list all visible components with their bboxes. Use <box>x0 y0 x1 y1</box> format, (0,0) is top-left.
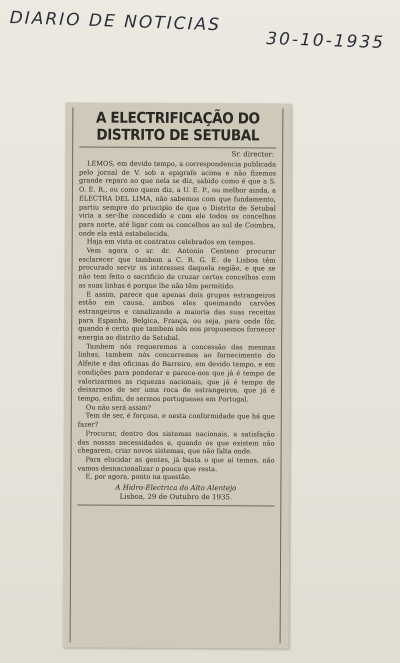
handwritten-date: 30-10-1935 <box>265 28 386 54</box>
paragraph: Procurar, dentro dos sistemas nacionais, a satisfação das nossas necessidades e, quando os que existem não chegarem, criar novos sistemas, que não falta onde. <box>77 429 275 456</box>
paragraph: E assim, parece que apenas dois grupos estrangeiros estão em causa, ambos eles queimando carvões estrangeiros e canalizando a maioria das suas receitas para Espanha, Belgica, França, ou seja, para onde fôr, quando é certo que tambem nós nos propusemos fornecer energia ao distrito de Setubal. <box>78 290 276 343</box>
article-headline: A ELECTRIFICAÇÃO DO DISTRITO DE SETUBAL <box>95 108 260 145</box>
article-column <box>70 107 284 643</box>
salutation: Sr. director: <box>231 150 275 159</box>
handwritten-annotation <box>9 8 394 61</box>
paragraph: Para elucidar as gentes, já basta o que aí temos, não vamos desnacionalizar o pouco que resta. <box>77 455 275 473</box>
headline-rule <box>79 146 276 148</box>
newspaper-name: DIARIO DE NOTICIAS <box>9 8 222 36</box>
paragraph: LEMOS, em devido tempo, a correspondencia publicada pelo jornal de V. sob a epigrafe acima e não fizemos grande reparo ao que nela se diz, sabido como é que a S. O. E. R., ou como quem diz, a U. E. P., ou melhor ainda, a ELECTRA DEL LIMA, não sabemos com que fundamento, partiu sempre do principio de que o Distrito de Setubal viria a ser-lhe concedido e com ele todos os concelhos para norte, até ligar com os concelhos ao sul de Coimbra, onde ela está estabelecida. <box>78 159 277 238</box>
paragraph: Vem agora o sr. dr. Antonio Centeno procurar esclarecer que tambem a C. R. G. E. de Lisboa têm procurado servir os interesses daquela região, e que se não tem feito o sacrificio de cruzar certos concelhos com as suas linhas é porque lhe não têm permitido. <box>78 246 276 291</box>
newspaper-clipping <box>63 102 292 648</box>
dateline: Lisboa, 29 de Outubro de 1935. <box>119 492 233 502</box>
paragraph: Tem de ser, é forçoso, e nesta conformidade que há que fazer? <box>77 411 275 429</box>
paragraph: Tambem nós requeremos a concessão das mesmas linhas, tambem nós concorremos ao fornecimento do Alfeite e das oficinas do Barreiro, em devido tempo, e em condições para ponderar e parece-nos que já é tempo de valorizarmos as riquezas nacionais, que já é tempo de deixarmos de ser uma roca de estrangeiros, que já é tempo, enfim, de sermos portugueses em Portugal. <box>77 342 276 404</box>
paragraph: Haja em vista os contratos celebrados em tempos. <box>86 237 256 247</box>
paragraph: Ou não será assim? <box>85 403 151 412</box>
article-body <box>77 159 276 482</box>
signature: A Hidro-Electrica do Alto Alentejo <box>115 483 237 493</box>
bottom-rule <box>77 504 274 506</box>
paragraph: E, por agora, ponto na questão. <box>85 472 192 482</box>
